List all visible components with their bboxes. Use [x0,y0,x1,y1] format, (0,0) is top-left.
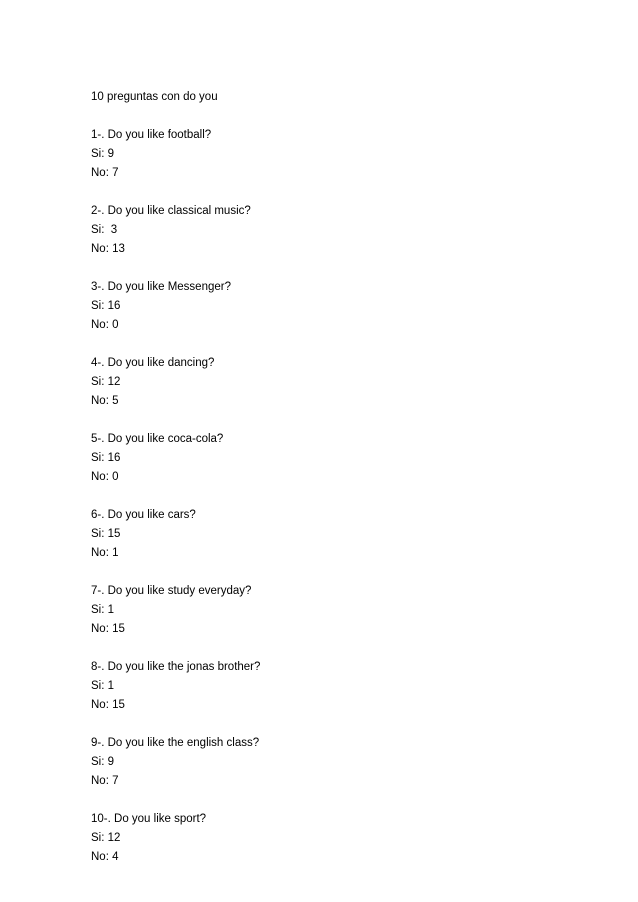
si-count: Si: 12 [91,376,121,388]
no-count: No: 15 [91,623,125,635]
no-count: No: 5 [91,395,119,407]
no-count: No: 0 [91,319,119,331]
question-text: 1-. Do you like football? [91,129,212,141]
si-count: Si: 15 [91,528,121,540]
no-count: No: 15 [91,699,125,711]
question-text: 10-. Do you like sport? [91,813,207,825]
si-count: Si: 9 [91,756,115,768]
question-block [91,582,591,639]
question-block [91,506,591,563]
question-text: 8-. Do you like the jonas brother? [91,661,261,673]
question-block [91,278,591,335]
spacer [91,563,591,582]
spacer [91,639,591,658]
question-text: 5-. Do you like coca-cola? [91,433,224,445]
spacer [91,487,591,506]
spacer [91,107,591,126]
question-block [91,126,591,183]
no-count: No: 7 [91,167,119,179]
question-block [91,354,591,411]
si-count: Si: 16 [91,300,121,312]
no-count: No: 4 [91,851,119,863]
no-count: No: 1 [91,547,119,559]
si-count: Si: 3 [91,224,118,236]
spacer [91,791,591,810]
si-count: Si: 16 [91,452,121,464]
question-block [91,734,591,791]
no-count: No: 13 [91,243,125,255]
spacer [91,715,591,734]
spacer [91,411,591,430]
spacer [91,183,591,202]
question-text: 6-. Do you like cars? [91,509,196,521]
document-title: 10 preguntas con do you [91,91,218,103]
si-count: Si: 12 [91,832,121,844]
question-text: 9-. Do you like the english class? [91,737,260,749]
si-count: Si: 1 [91,604,115,616]
si-count: Si: 9 [91,148,115,160]
question-text: 3-. Do you like Messenger? [91,281,231,293]
question-block [91,202,591,259]
question-text: 4-. Do you like dancing? [91,357,215,369]
question-text: 2-. Do you like classical music? [91,205,251,217]
spacer [91,335,591,354]
question-block [91,430,591,487]
no-count: No: 0 [91,471,119,483]
no-count: No: 7 [91,775,119,787]
question-text: 7-. Do you like study everyday? [91,585,252,597]
question-block [91,810,591,867]
si-count: Si: 1 [91,680,115,692]
document-page [91,88,591,867]
spacer [91,259,591,278]
question-block [91,658,591,715]
